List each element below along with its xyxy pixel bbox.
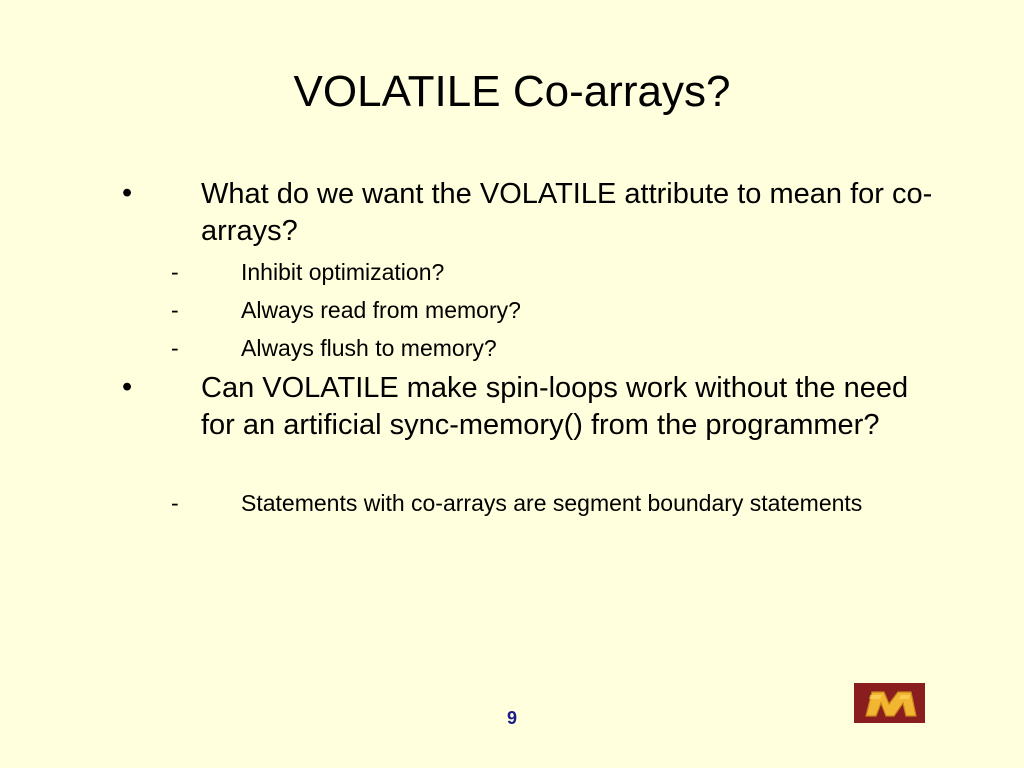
sub-bullet-marker: -: [171, 490, 179, 516]
sub-bullet-text: Statements with co-arrays are segment boundary statements: [241, 490, 863, 516]
sub-bullet-text: Always read from memory?: [241, 297, 521, 323]
sub-bullet-marker: -: [171, 297, 179, 323]
bullet-marker: •: [122, 371, 133, 403]
slide-title: VOLATILE Co-arrays?: [293, 67, 731, 116]
university-m-logo-icon: [854, 683, 925, 723]
page-number: 9: [506, 708, 517, 728]
sub-bullet-marker: -: [171, 335, 179, 361]
sub-bullet-text: Always flush to memory?: [241, 335, 497, 361]
sub-bullet-text: Inhibit optimization?: [241, 259, 445, 285]
bullet-marker: •: [122, 177, 133, 209]
bullet-text: Can VOLATILE make spin-loops work without the need for an artificial sync-memory() from the programmer?: [201, 372, 909, 441]
m-logo-graphic: [854, 683, 925, 723]
bullet-text: What do we want the VOLATILE attribute to mean for co-arrays?: [201, 178, 933, 247]
sub-bullet-marker: -: [171, 259, 179, 285]
